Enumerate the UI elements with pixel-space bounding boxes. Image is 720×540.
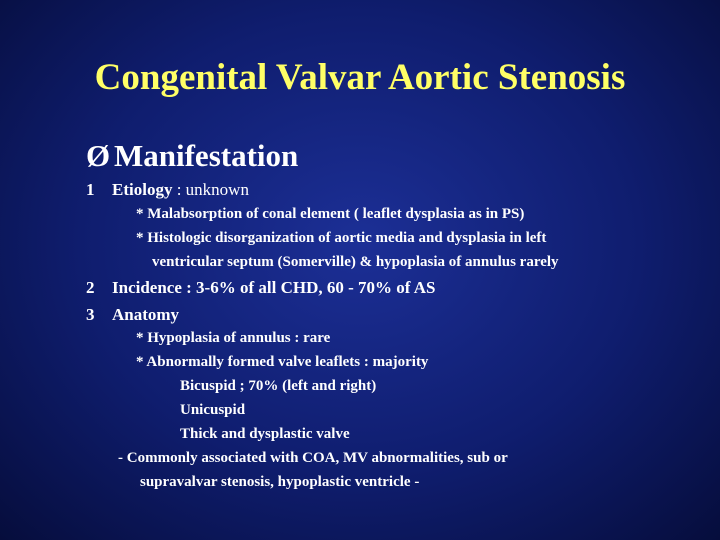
- sub-item: Thick and dysplastic valve: [180, 426, 350, 442]
- heading-text: Manifestation: [114, 138, 299, 173]
- sub-item: * Histologic disorganization of aortic media and dysplasia in left: [136, 230, 547, 246]
- sub-item: * Abnormally formed valve leaflets : majority: [136, 354, 429, 370]
- item-incidence: [86, 278, 435, 298]
- arrow-bullet-icon: Ø: [86, 138, 111, 173]
- item-anatomy: [86, 305, 179, 325]
- section-heading: [86, 138, 298, 174]
- item-number: 2: [86, 278, 95, 297]
- sub-item: supravalvar stenosis, hypoplastic ventricle -: [140, 474, 420, 490]
- sub-item: ventricular septum (Somerville) & hypoplasia of annulus rarely: [152, 254, 559, 270]
- item-text: : unknown: [172, 180, 249, 199]
- item-label: Etiology: [112, 180, 173, 199]
- item-etiology: [86, 180, 249, 200]
- item-text: Incidence : 3-6% of all CHD, 60 - 70% of AS: [112, 278, 436, 297]
- sub-item: * Hypoplasia of annulus : rare: [136, 330, 331, 346]
- sub-item: - Commonly associated with COA, MV abnormalities, sub or: [118, 450, 508, 466]
- sub-item: Unicuspid: [180, 402, 246, 418]
- item-number: 1: [86, 180, 95, 199]
- item-number: 3: [86, 305, 95, 324]
- slide-title: Congenital Valvar Aortic Stenosis: [94, 57, 626, 98]
- sub-item: * Malabsorption of conal element ( leaflet dysplasia as in PS): [136, 206, 525, 222]
- item-text: Anatomy: [112, 305, 180, 324]
- sub-item: Bicuspid ; 70% (left and right): [180, 378, 377, 394]
